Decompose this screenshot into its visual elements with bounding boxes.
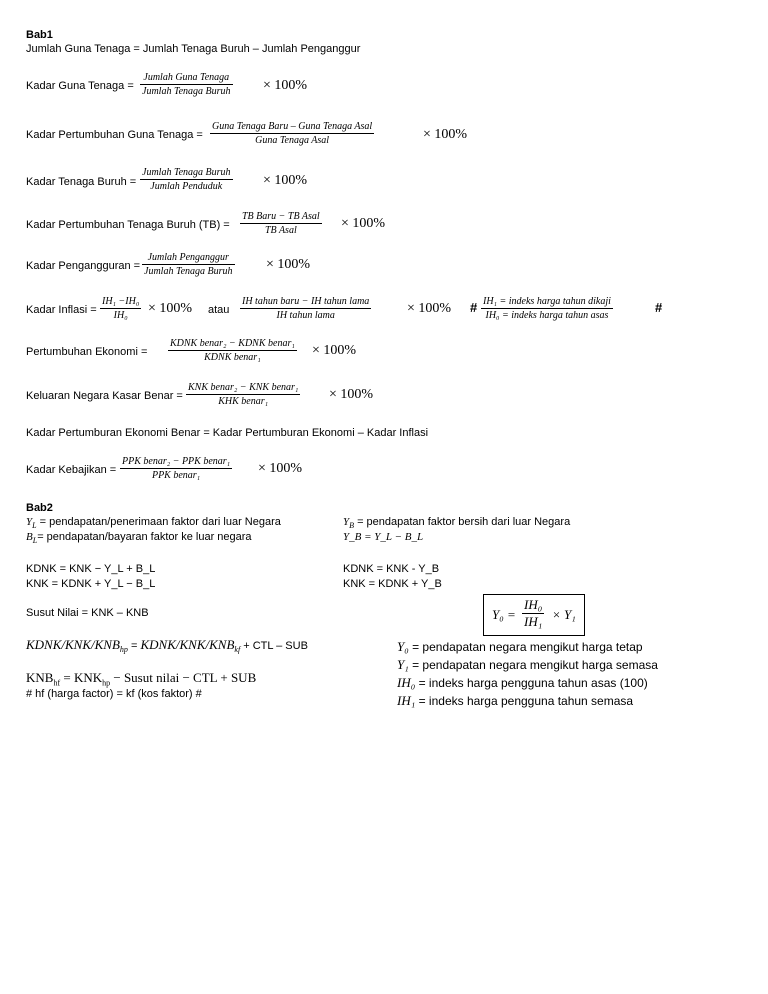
atau-text: atau [208,304,230,316]
fraction-numerator: KDNK benar₂ − KDNK benar₁ [170,338,295,349]
note-numerator: IH₁ = indeks harga tahun dikaji [483,296,611,307]
box-denominator: IH₁ [524,614,543,629]
yb-definition: $Y_B$ = pendapatan faktor bersih dari luar Negara [343,516,571,531]
keluaran-negara-kasar-benar-label: Keluaran Negara Kasar Benar = [26,390,183,402]
times-100-percent: × 100% [263,78,308,93]
kdnk-equation: KDNK = KNK − Y_L + B_L [26,563,156,575]
times-100-percent: × 100% [423,127,468,142]
box-numerator: IH₀ [524,597,543,612]
kadar-inflasi-fraction [100,295,141,322]
kdnk-yb-equation: KDNK = KNK - Y_B [343,563,440,575]
susut-nilai-equation: Susut Nilai = KNK – KNB [26,607,149,619]
box-lhs: Y₀ = [492,607,516,622]
knk-yb-equation: KNK = KDNK + Y_B [343,578,442,590]
keluaran-negara-kasar-benar-fraction [186,381,300,408]
definition-item: Y₀ = pendapatan negara mengikut harga tetap [397,639,643,654]
yb-equation: Y_B = Y_L − B_L [343,531,424,543]
fraction-denominator: Jumlah Penduduk [150,181,223,192]
kadar-guna-tenaga-label: Kadar Guna Tenaga = [26,80,134,92]
fraction-numerator: KNK benar₂ − KNK benar₁ [188,382,299,393]
fraction-numerator: TB Baru − TB Asal [242,211,320,222]
fraction-numerator: IH₁ −IH₀ [102,296,140,307]
times-100-percent: × 100% [266,257,311,272]
fraction-denominator: IH tahun lama [276,310,335,321]
fraction-denominator: Guna Tenaga Asal [255,135,330,146]
kadar-kebajikan-fraction [120,455,232,482]
box-tail: × Y₁ [552,607,576,622]
pertumbuhan-ekonomi-fraction [168,337,297,364]
fraction-numerator: Jumlah Guna Tenaga [140,71,233,85]
hash-close: # [655,300,663,315]
kadar-pengangguran-fraction [142,251,235,278]
box-fraction [522,597,544,630]
times-100-percent: × 100% [258,461,303,476]
fraction-numerator: Guna Tenaga Baru – Guna Tenaga Asal [212,121,373,132]
hp-kf-equation: KDNK/$KNK/KNB_{hp}$ = KDNK/$KNK/KNB_{kf}$ + CTL – SUB [26,637,308,655]
fraction-denominator: Jumlah Tenaga Buruh [142,86,231,97]
definition-item: IH₁ = indeks harga pengguna tahun semasa [397,693,634,708]
pertumbuhan-ekonomi-label: Pertumbuhan Ekonomi = [26,346,148,358]
hf-kf-note: # hf (harga factor) = kf (kos faktor) # [26,688,202,700]
definition-item: IH₀ = indeks harga pengguna tahun asas (100) [397,675,648,690]
inflasi-note-fraction [481,295,613,322]
fraction-numerator: IH tahun baru − IH tahun lama [242,296,370,307]
bab2-definitions-list [397,638,658,710]
times-100-percent: × 100% [312,343,357,358]
kadar-inflasi-alt-fraction [240,295,371,322]
bl-definition: $B_L=$ pendapatan/bayaran faktor ke luar negara [26,531,252,546]
y0-formula-box [483,594,585,636]
fraction-denominator: TB Asal [264,225,297,236]
fraction-denominator: KDNK benar₁ [204,352,261,363]
knb-hf-equation: $KNB_{hf} = KNK_{hp}$ − Susut nilai − CTL + SUB [26,670,257,688]
fraction-numerator: Jumlah Tenaga Buruh [142,167,231,178]
note-denominator: IH₀ = indeks harga tahun asas [485,310,609,321]
times-100-percent: × 100% [407,301,452,316]
guna-tenaga-definition: Jumlah Guna Tenaga = Jumlah Tenaga Buruh – Jumlah Penganggur [26,43,361,55]
fraction-numerator: Jumlah Penganggur [142,251,235,265]
fraction-denominator: IH₀ [113,310,128,321]
times-100-percent: × 100% [148,301,193,316]
fraction-denominator: PPK benar₁ [151,470,201,481]
times-100-percent: × 100% [341,216,386,231]
kadar-guna-tenaga-fraction [140,71,233,98]
bab2-heading: Bab2 [26,502,53,514]
definition-item: Y₁ = pendapatan negara mengikut harga semasa [397,657,658,672]
kadar-pertumbuhan-guna-tenaga-label: Kadar Pertumbuhan Guna Tenaga = [26,129,203,141]
kadar-inflasi-label: Kadar Inflasi = [26,304,97,316]
fraction-numerator: PPK benar₂ − PPK benar₁ [122,456,231,467]
fraction-denominator: KHK benar₁ [218,396,269,407]
times-100-percent: × 100% [329,387,374,402]
yl-definition: $Y_L$ = pendapatan/penerimaan faktor dari luar Negara [26,516,281,531]
kadar-pengangguran-label: Kadar Pengangguran = [26,260,141,272]
kadar-pertumbuhan-guna-tenaga-fraction [210,120,374,147]
knk-equation: KNK = KDNK + Y_L − B_L [26,578,156,590]
ekonomi-benar-definition: Kadar Pertumburan Ekonomi Benar = Kadar Pertumburan Ekonomi – Kadar Inflasi [26,427,429,439]
kadar-tenaga-buruh-label: Kadar Tenaga Buruh = [26,176,137,188]
bab1-heading: Bab1 [26,29,53,41]
kadar-kebajikan-label: Kadar Kebajikan = [26,464,117,476]
kadar-pertumbuhan-tenaga-buruh-fraction [240,210,322,237]
times-100-percent: × 100% [263,173,308,188]
kadar-pertumbuhan-tenaga-buruh-label: Kadar Pertumbuhan Tenaga Buruh (TB) = [26,219,230,231]
hash-open: # [470,300,478,315]
kadar-tenaga-buruh-fraction [140,166,233,193]
fraction-denominator: Jumlah Tenaga Buruh [144,266,233,277]
